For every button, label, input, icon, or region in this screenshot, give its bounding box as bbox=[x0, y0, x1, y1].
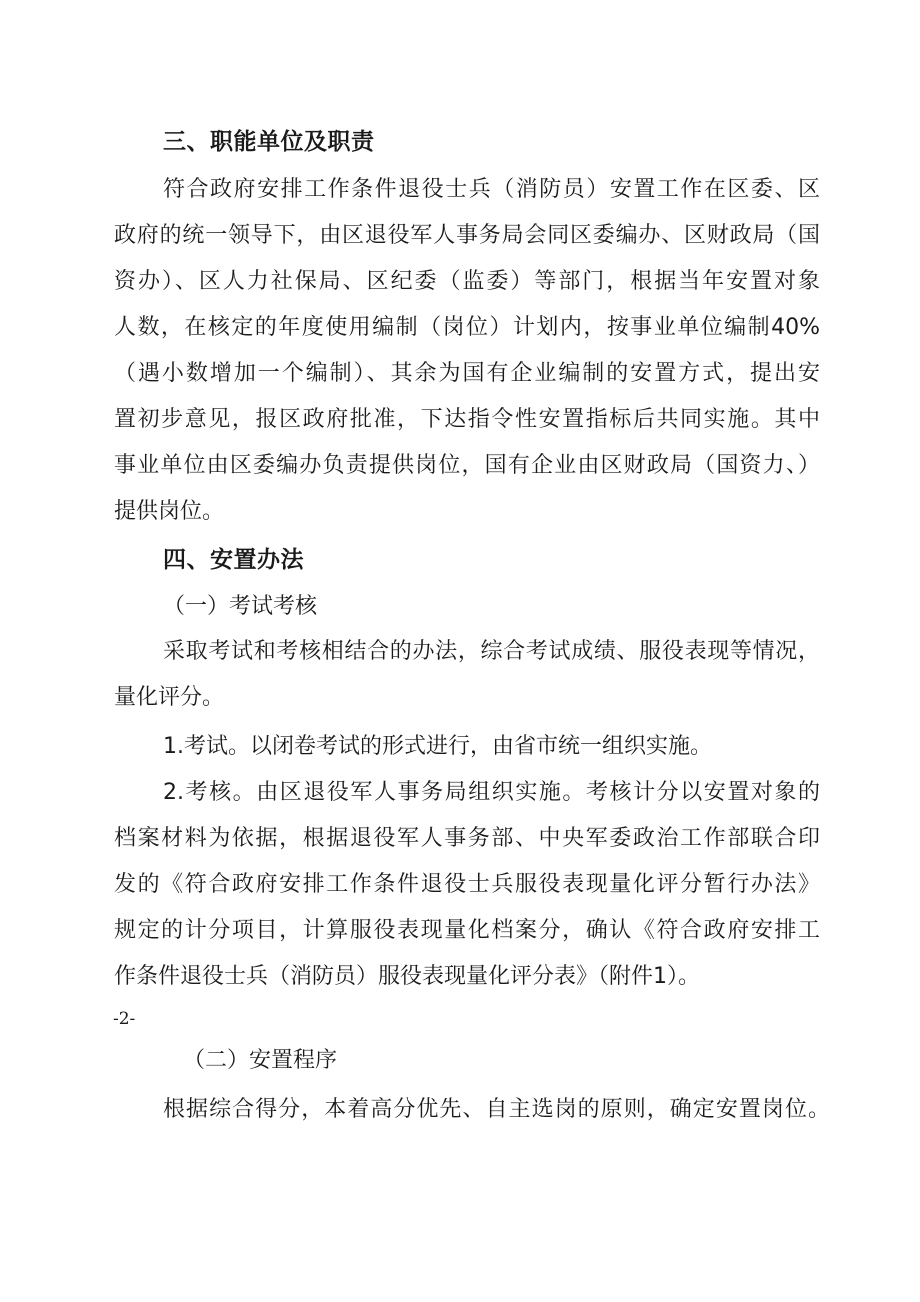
paragraph-line: 提供岗位。 bbox=[114, 499, 225, 524]
paragraph-line: 资办）、区人力社保局、区纪委（监委）等部门，根据当年安置对象 bbox=[114, 269, 820, 294]
list-item-2-line: 2.考核。由区退役军人事务局组织实施。考核计分以安置对象的 bbox=[163, 780, 820, 805]
paragraph-line: 政府的统一领导下，由区退役军人事务局会同区委编办、区财政局（国 bbox=[114, 223, 820, 248]
list-item-1: 1.考试。以闭卷考试的形式进行，由省市统一组织实施。 bbox=[163, 734, 712, 759]
list-item-2-line: 档案材料为依据，根据退役军人事务部、中央军委政治工作部联合印 bbox=[114, 826, 820, 851]
subsection-heading-1: （一）考试考核 bbox=[163, 594, 318, 619]
list-item-2-line: 作条件退役士兵（消防员）服役表现量化评分表》（附件1）。 bbox=[114, 964, 700, 989]
paragraph-line: 量化评分。 bbox=[114, 685, 225, 710]
list-item-2-line: 规定的计分项目，计算服役表现量化档案分，确认《符合政府安排工 bbox=[114, 918, 820, 943]
section-heading-4: 四、安置办法 bbox=[163, 547, 304, 573]
paragraph-line: 采取考试和考核相结合的办法，综合考试成绩、服役表现等情况， bbox=[163, 639, 820, 664]
paragraph-line: 符合政府安排工作条件退役士兵（消防员）安置工作在区委、区 bbox=[163, 177, 820, 202]
paragraph-line: 事业单位由区委编办负责提供岗位，国有企业由区财政局（国资力、） bbox=[114, 453, 820, 478]
paragraph-line: 置初步意见，报区政府批准，下达指令性安置指标后共同实施。其中 bbox=[114, 407, 820, 432]
paragraph-line: 人数，在核定的年度使用编制（岗位）计划内，按事业单位编制40% bbox=[114, 315, 820, 340]
subsection-heading-2: （二）安置程序 bbox=[183, 1048, 338, 1073]
page-number: -2- bbox=[113, 1009, 136, 1029]
paragraph-line: 根据综合得分，本着高分优先、自主选岗的原则，确定安置岗位。 bbox=[163, 1097, 830, 1122]
list-item-2-line: 发的《符合政府安排工作条件退役士兵服役表现量化评分暂行办法》 bbox=[114, 872, 820, 897]
paragraph-line: （遇小数增加一个编制）、其余为国有企业编制的安置方式，提出安 bbox=[114, 361, 820, 386]
section-heading-3: 三、职能单位及职责 bbox=[163, 129, 375, 155]
